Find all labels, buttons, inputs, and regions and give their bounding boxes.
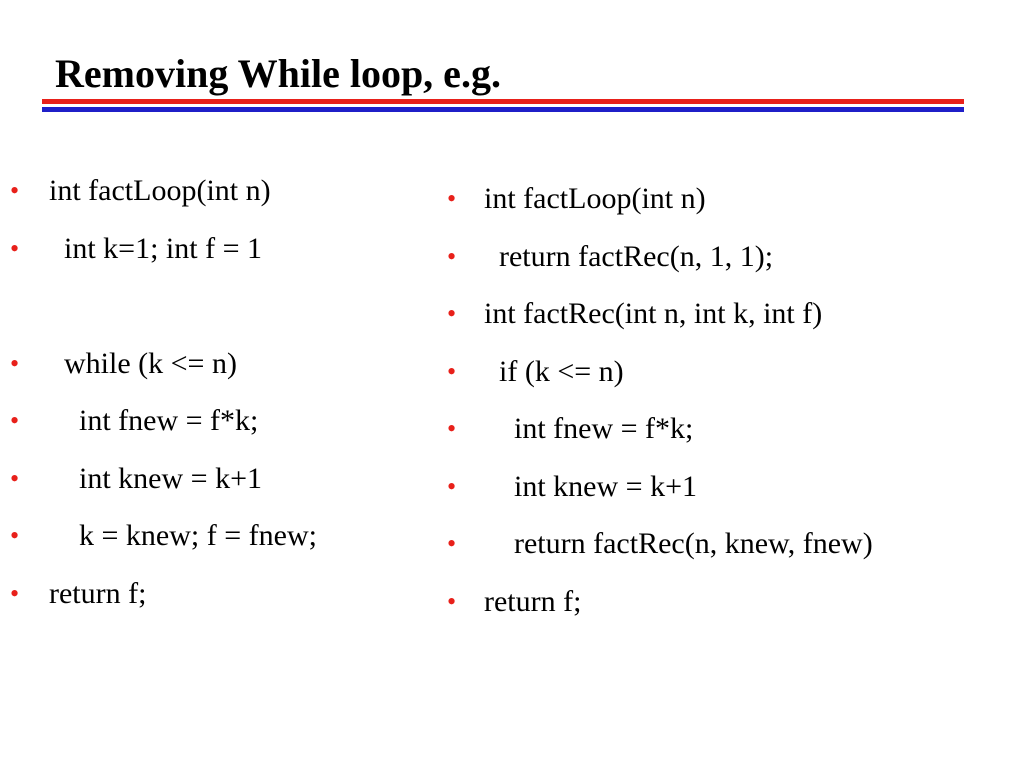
code-line: while (k <= n) xyxy=(49,346,237,380)
left-column-code-list xyxy=(0,169,430,629)
bullet-icon: • xyxy=(10,406,20,435)
code-line: int factLoop(int n) xyxy=(49,174,271,207)
bullet-icon: • xyxy=(447,241,457,271)
list-item xyxy=(435,177,1024,235)
list-item xyxy=(0,572,430,630)
list-item xyxy=(435,580,1024,638)
list-item xyxy=(0,457,430,515)
code-line: if (k <= n) xyxy=(484,354,624,388)
bullet-icon: • xyxy=(10,233,20,263)
bullet-icon: • xyxy=(10,348,20,378)
bullet-icon: • xyxy=(447,356,457,386)
bullet-icon: • xyxy=(447,586,457,616)
code-line: int knew = k+1 xyxy=(49,461,262,495)
title-underline-red xyxy=(42,99,964,104)
list-item xyxy=(0,514,430,572)
list-item xyxy=(0,169,430,284)
code-line: int factRec(int n, int k, int f) xyxy=(484,297,823,330)
bullet-icon: • xyxy=(447,471,457,501)
code-line: return factRec(n, 1, 1); xyxy=(484,239,774,273)
list-item xyxy=(435,465,1024,523)
title-underline-blue xyxy=(42,107,964,112)
code-line: return f; xyxy=(484,584,582,618)
list-item xyxy=(0,399,430,457)
slide-title: Removing While loop, e.g. xyxy=(55,51,501,96)
bullet-icon: • xyxy=(447,299,457,328)
code-line: return f; xyxy=(49,576,147,610)
bullet-icon: • xyxy=(447,529,457,558)
bullet-icon: • xyxy=(10,521,20,550)
list-item xyxy=(435,522,1024,580)
code-line: return factRec(n, knew, fnew) xyxy=(484,527,873,560)
code-line: int fnew = f*k; xyxy=(49,404,259,437)
code-line: int factLoop(int n) xyxy=(484,182,706,215)
list-item xyxy=(435,292,1024,350)
code-line: int knew = k+1 xyxy=(484,469,697,503)
code-line: int k=1; int f = 1 xyxy=(49,231,263,265)
list-item xyxy=(435,235,1024,293)
right-column-code-list xyxy=(435,177,1024,637)
list-item xyxy=(0,342,430,400)
bullet-icon: • xyxy=(10,176,20,205)
bullet-icon: • xyxy=(447,184,457,213)
bullet-icon: • xyxy=(10,463,20,493)
bullet-icon: • xyxy=(10,578,20,608)
code-line: k = knew; f = fnew; xyxy=(49,519,317,552)
list-item xyxy=(435,350,1024,408)
list-item xyxy=(435,407,1024,465)
code-line: int fnew = f*k; xyxy=(484,412,694,445)
bullet-icon: • xyxy=(447,414,457,443)
